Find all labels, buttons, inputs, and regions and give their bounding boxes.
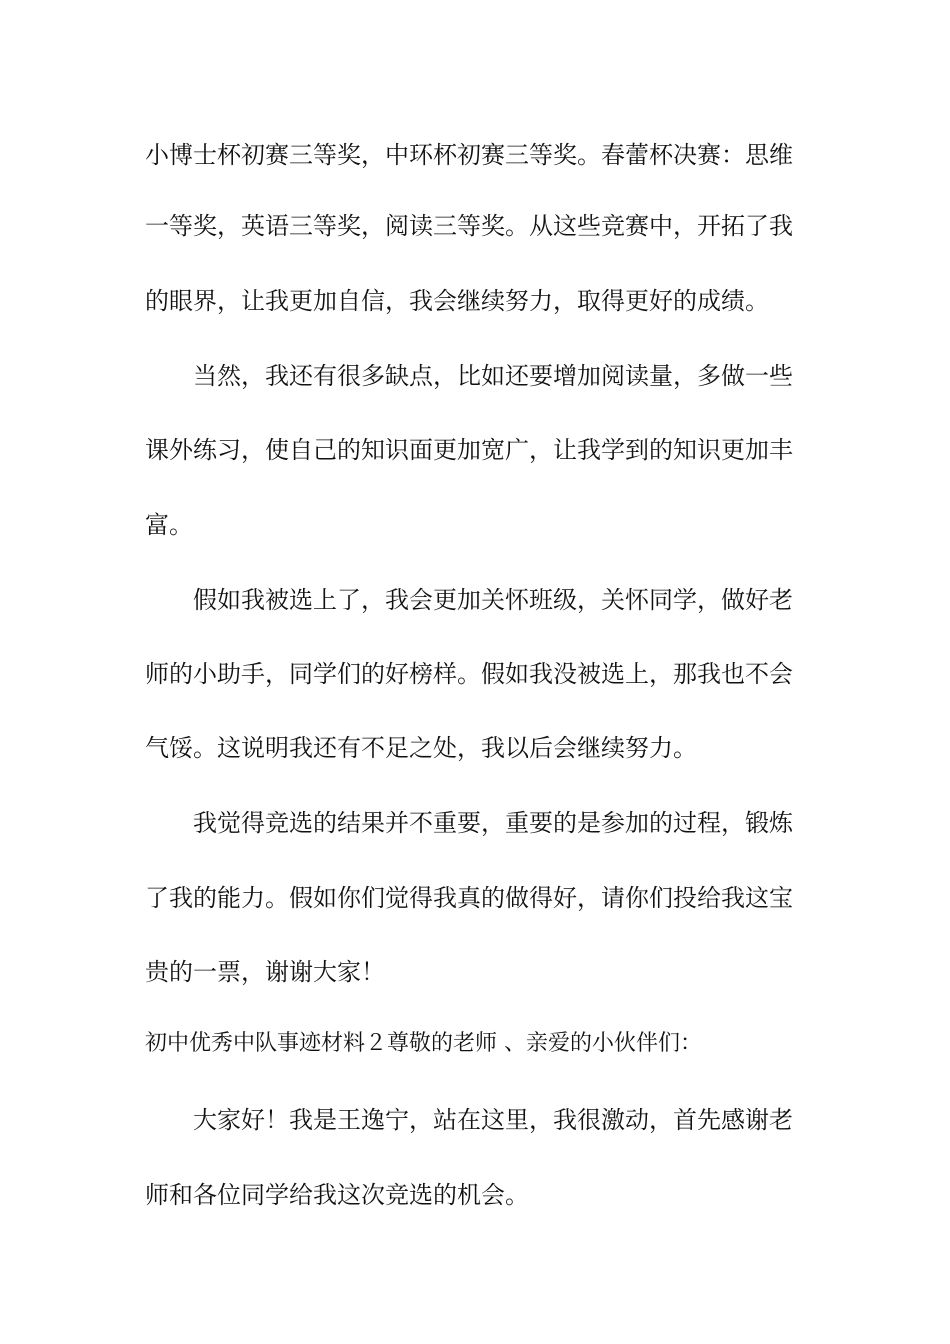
paragraph-line: 课外练习，使自己的知识面更加宽广，让我学到的知识更加丰 <box>145 436 793 464</box>
paragraph-line: 富。 <box>145 511 193 539</box>
paragraph-line: 气馁。这说明我还有不足之处，我以后会继续努力。 <box>145 734 697 762</box>
section-heading: 初中优秀中队事迹材料２尊敬的老师 、亲爱的小伙伴们： <box>145 1031 702 1056</box>
paragraph-line: 当然，我还有很多缺点，比如还要增加阅读量，多做一些 <box>193 362 793 390</box>
paragraph-line: 假如我被选上了，我会更加关怀班级，关怀同学，做好老 <box>193 586 793 614</box>
paragraph-line: 的眼界，让我更加自信，我会继续努力，取得更好的成绩。 <box>145 287 769 315</box>
paragraph-line: 一等奖，英语三等奖，阅读三等奖。从这些竞赛中，开拓了我 <box>145 212 793 240</box>
paragraph-line: 贵的一票，谢谢大家！ <box>145 958 385 986</box>
paragraph-line: 了我的能力。假如你们觉得我真的做得好，请你们投给我这宝 <box>145 884 793 912</box>
paragraph-line: 大家好！我是王逸宁，站在这里，我很激动，首先感谢老 <box>193 1106 793 1134</box>
paragraph-line: 师和各位同学给我这次竞选的机会。 <box>145 1181 529 1209</box>
paragraph-line: 师的小助手，同学们的好榜样。假如我没被选上，那我也不会 <box>145 660 793 688</box>
paragraph-line: 小博士杯初赛三等奖，中环杯初赛三等奖。春蕾杯决赛：思维 <box>145 141 793 169</box>
paragraph-line: 我觉得竞选的结果并不重要，重要的是参加的过程，锻炼 <box>193 809 793 837</box>
